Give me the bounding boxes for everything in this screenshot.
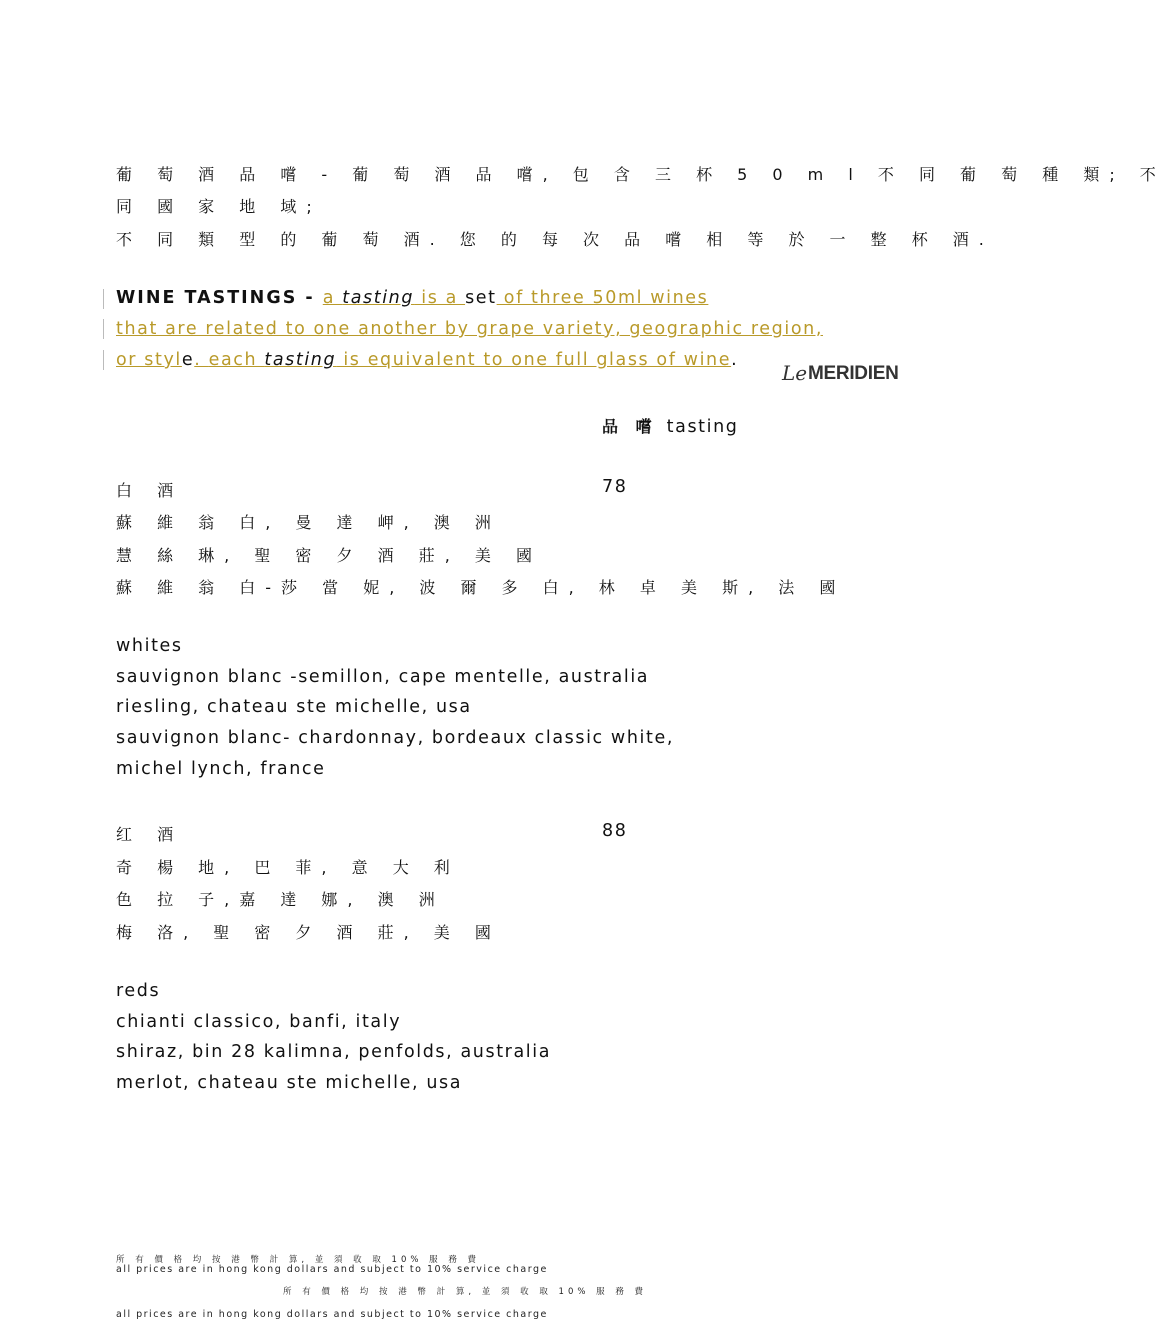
whites-cn-item: 慧 絲 琳, 聖 密 夕 酒 莊, 美 國: [116, 546, 542, 565]
whites-cn-item: 蘇 維 翁 白-莎 當 妮, 波 爾 多 白, 林 卓 美 斯, 法 國: [116, 578, 846, 597]
footer-en-2: all prices are in hong kong dollars and subject to 10% service charge: [116, 1309, 548, 1320]
footer-cn-1: 所 有 價 格 均 按 港 幣 計 算, 並 須 收 取 10% 服 務 費: [116, 1255, 481, 1265]
intro-text-set: set: [465, 288, 497, 308]
intro-en-line2: that are related to one another by grape variety, geographic region,: [116, 319, 823, 339]
intro-text: is a: [414, 288, 466, 308]
whites-cn-label: 白 酒: [116, 481, 184, 500]
price-header-cn: 品 嚐: [602, 417, 658, 436]
margin-bar: [103, 319, 104, 339]
whites-en-label: whites: [116, 636, 183, 656]
intro-text: a: [322, 288, 343, 308]
reds-en-item: shiraz, bin 28 kalimna, penfolds, australia: [116, 1042, 552, 1062]
reds-cn-label: 红 酒: [116, 825, 184, 844]
reds-price: 88: [602, 821, 628, 841]
intro-text-tasting: tasting: [342, 288, 415, 308]
whites-en-item: sauvignon blanc -semillon, cape mentelle, australia: [116, 667, 650, 687]
whites-en-item: sauvignon blanc- chardonnay, bordeaux classic white,: [116, 728, 674, 748]
wine-tastings-title: WINE TASTINGS -: [116, 288, 323, 308]
reds-cn-item: 奇 楊 地, 巴 菲, 意 大 利: [116, 858, 460, 877]
intro-cn-line1: 葡 萄 酒 品 嚐 - 葡 萄 酒 品 嚐, 包 含 三 杯 5 0 m l 不 同 葡 萄 種 類; 不: [116, 165, 1166, 184]
intro-text: is equivalent to one full glass of wine: [336, 350, 732, 370]
whites-en-item: michel lynch, france: [116, 759, 326, 779]
intro-cn-line3: 不 同 類 型 的 葡 萄 酒. 您 的 每 次 品 嚐 相 等 於 一 整 杯 酒.: [116, 230, 994, 249]
intro-text: or styl: [116, 350, 182, 370]
intro-text: e: [181, 350, 195, 370]
whites-cn-item: 蘇 維 翁 白, 曼 達 岬, 澳 洲: [116, 513, 501, 532]
le-meridien-logo: [782, 363, 904, 387]
intro-text: .: [194, 350, 209, 370]
reds-en-item: chianti classico, banfi, italy: [116, 1012, 402, 1032]
price-header: [602, 414, 739, 437]
intro-en-line1: [116, 288, 708, 308]
reds-cn-item: 梅 洛, 聖 密 夕 酒 莊, 美 國: [116, 923, 501, 942]
reds-en-item: merlot, chateau ste michelle, usa: [116, 1073, 463, 1093]
intro-en-line3: [116, 350, 738, 370]
reds-cn-item: 色 拉 子,嘉 達 娜, 澳 洲: [116, 890, 445, 909]
margin-bar: [103, 350, 104, 370]
whites-price: 78: [602, 477, 628, 497]
intro-text: .: [731, 350, 739, 370]
logo-prefix: Le: [782, 361, 808, 385]
footer-cn-2: 所 有 價 格 均 按 港 幣 計 算, 並 須 收 取 10% 服 務 費: [283, 1287, 648, 1297]
price-header-en: tasting: [666, 417, 739, 437]
margin-bar: [103, 289, 104, 309]
reds-en-label: reds: [116, 981, 161, 1001]
intro-text: of three 50ml wines: [496, 288, 709, 308]
footer-en-1: all prices are in hong kong dollars and subject to 10% service charge: [116, 1264, 548, 1275]
intro-cn-line2: 同 國 家 地 域;: [116, 197, 322, 216]
logo-name: MERIDIEN: [808, 363, 899, 384]
whites-en-item: riesling, chateau ste michelle, usa: [116, 697, 472, 717]
intro-text: each: [208, 350, 265, 370]
intro-text-tasting: tasting: [264, 350, 337, 370]
